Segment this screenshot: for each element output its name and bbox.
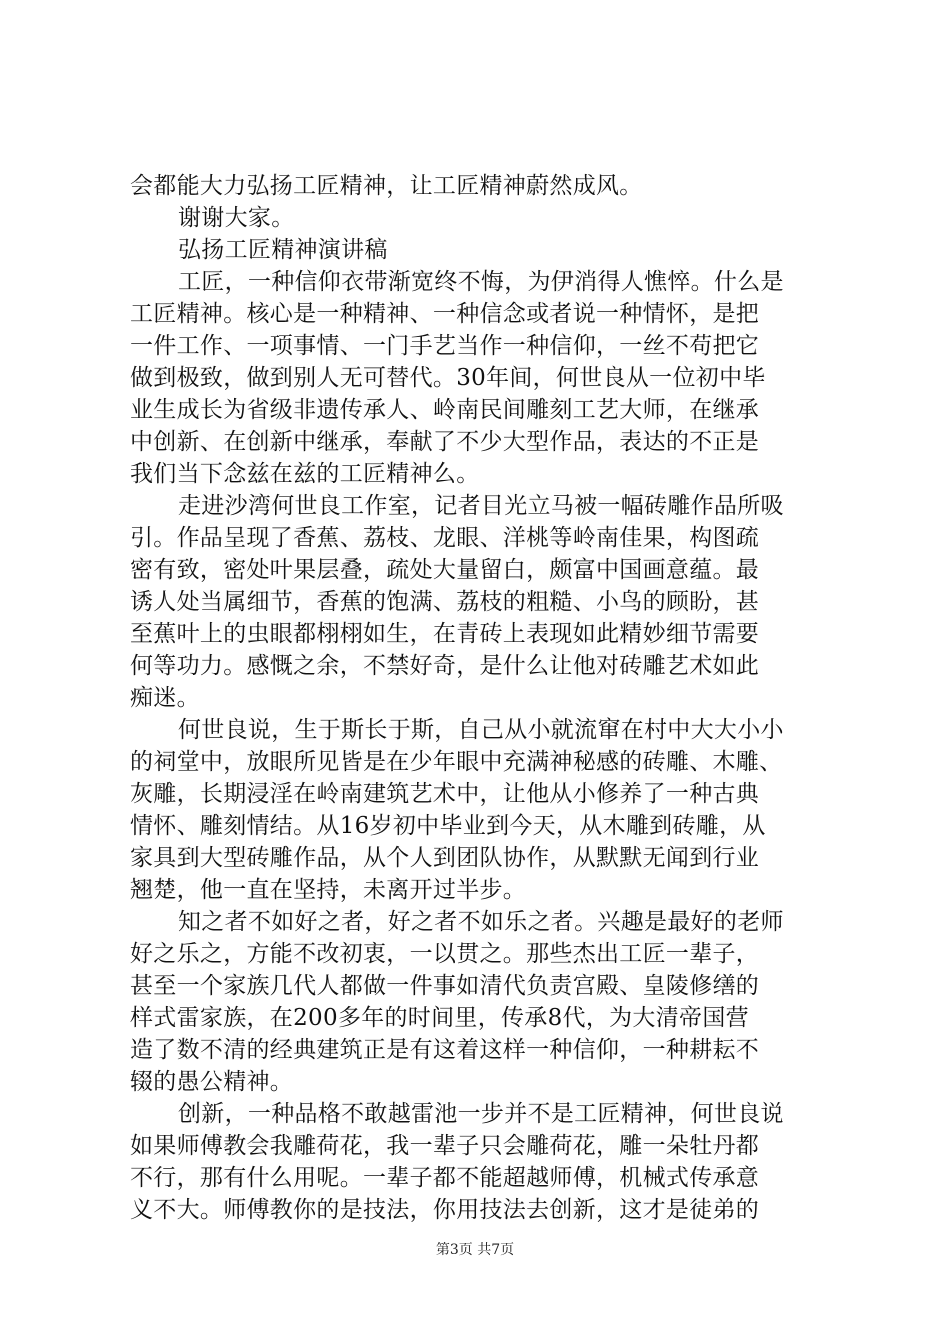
- text-line: 会都能大力弘扬工匠精神，让工匠精神蔚然成风。: [130, 173, 643, 199]
- text-line: 家具到大型砖雕作品，从个人到团队协作，从默默无闻到行业: [130, 845, 760, 871]
- text-line: 工匠精神。核心是一种精神、一种信念或者说一种情怀，是把: [130, 301, 760, 327]
- text-line: 我们当下念兹在兹的工匠精神么。: [130, 461, 480, 487]
- text-line: 辍的愚公精神。: [130, 1069, 294, 1095]
- text-line: 创新，一种品格不敢越雷池一步并不是工匠精神，何世良说: [178, 1101, 784, 1127]
- text-line: 中创新、在创新中继承，奉献了不少大型作品，表达的不正是: [130, 429, 760, 455]
- text-line: 一件工作、一项事情、一门手艺当作一种信仰，一丝不苟把它: [130, 333, 760, 359]
- text-line: 造了数不清的经典建筑正是有这着这样一种信仰，一种耕耘不: [130, 1037, 760, 1063]
- text-line: 诱人处当属细节，香蕉的饱满、荔枝的粗糙、小鸟的顾盼，甚: [130, 589, 760, 615]
- text-line: 走进沙湾何世良工作室，记者目光立马被一幅砖雕作品所吸: [178, 493, 784, 519]
- text-line: 如果师傅教会我雕荷花，我一辈子只会雕荷花，雕一朵牡丹都: [130, 1133, 760, 1159]
- text-line: 至蕉叶上的虫眼都栩栩如生，在青砖上表现如此精妙细节需要: [130, 621, 760, 647]
- text-line: 灰雕，长期浸淫在岭南建筑艺术中，让他从小修养了一种古典: [130, 781, 760, 807]
- text-line: 甚至一个家族几代人都做一件事如清代负责宫殿、皇陵修缮的: [130, 973, 760, 999]
- text-line: 密有致，密处叶果层叠，疏处大量留白，颇富中国画意蕴。最: [130, 557, 760, 583]
- text-line: 情怀、雕刻情结。从16岁初中毕业到今天，从木雕到砖雕，从: [130, 813, 766, 839]
- text-line: 痴迷。: [130, 685, 200, 711]
- text-line: 业生成长为省级非遗传承人、岭南民间雕刻工艺大师，在继承: [130, 397, 760, 423]
- text-line: 工匠，一种信仰衣带渐宽终不悔，为伊消得人憔悴。什么是: [178, 269, 784, 295]
- text-line: 做到极致，做到别人无可替代。30年间，何世良从一位初中毕: [130, 365, 766, 391]
- text-line: 义不大。师傅教你的是技法，你用技法去创新，这才是徒弟的: [130, 1197, 760, 1223]
- text-line: 样式雷家族，在200多年的时间里，传承8代，为大清帝国营: [130, 1005, 749, 1031]
- document-body: [130, 170, 830, 1226]
- page-footer: 第3页 共7页: [435, 1242, 515, 1258]
- text-line: 谢谢大家。: [178, 205, 295, 231]
- text-line: 何等功力。感慨之余，不禁好奇，是什么让他对砖雕艺术如此: [130, 653, 760, 679]
- text-line: 知之者不如好之者，好之者不如乐之者。兴趣是最好的老师: [178, 909, 784, 935]
- text-line: 好之乐之，方能不改初衷，一以贯之。那些杰出工匠一辈子，: [130, 941, 760, 967]
- text-line: 不行，那有什么用呢。一辈子都不能超越师傅，机械式传承意: [130, 1165, 760, 1191]
- text-line: 何世良说，生于斯长于斯，自己从小就流窜在村中大大小小: [178, 717, 784, 743]
- text-line: 引。作品呈现了香蕉、荔枝、龙眼、洋桃等岭南佳果，构图疏: [130, 525, 760, 551]
- text-line: 翘楚，他一直在坚持，未离开过半步。: [130, 877, 527, 903]
- text-line: 的祠堂中，放眼所见皆是在少年眼中充满神秘感的砖雕、木雕、: [130, 749, 783, 775]
- text-line: 弘扬工匠精神演讲稿: [178, 237, 388, 263]
